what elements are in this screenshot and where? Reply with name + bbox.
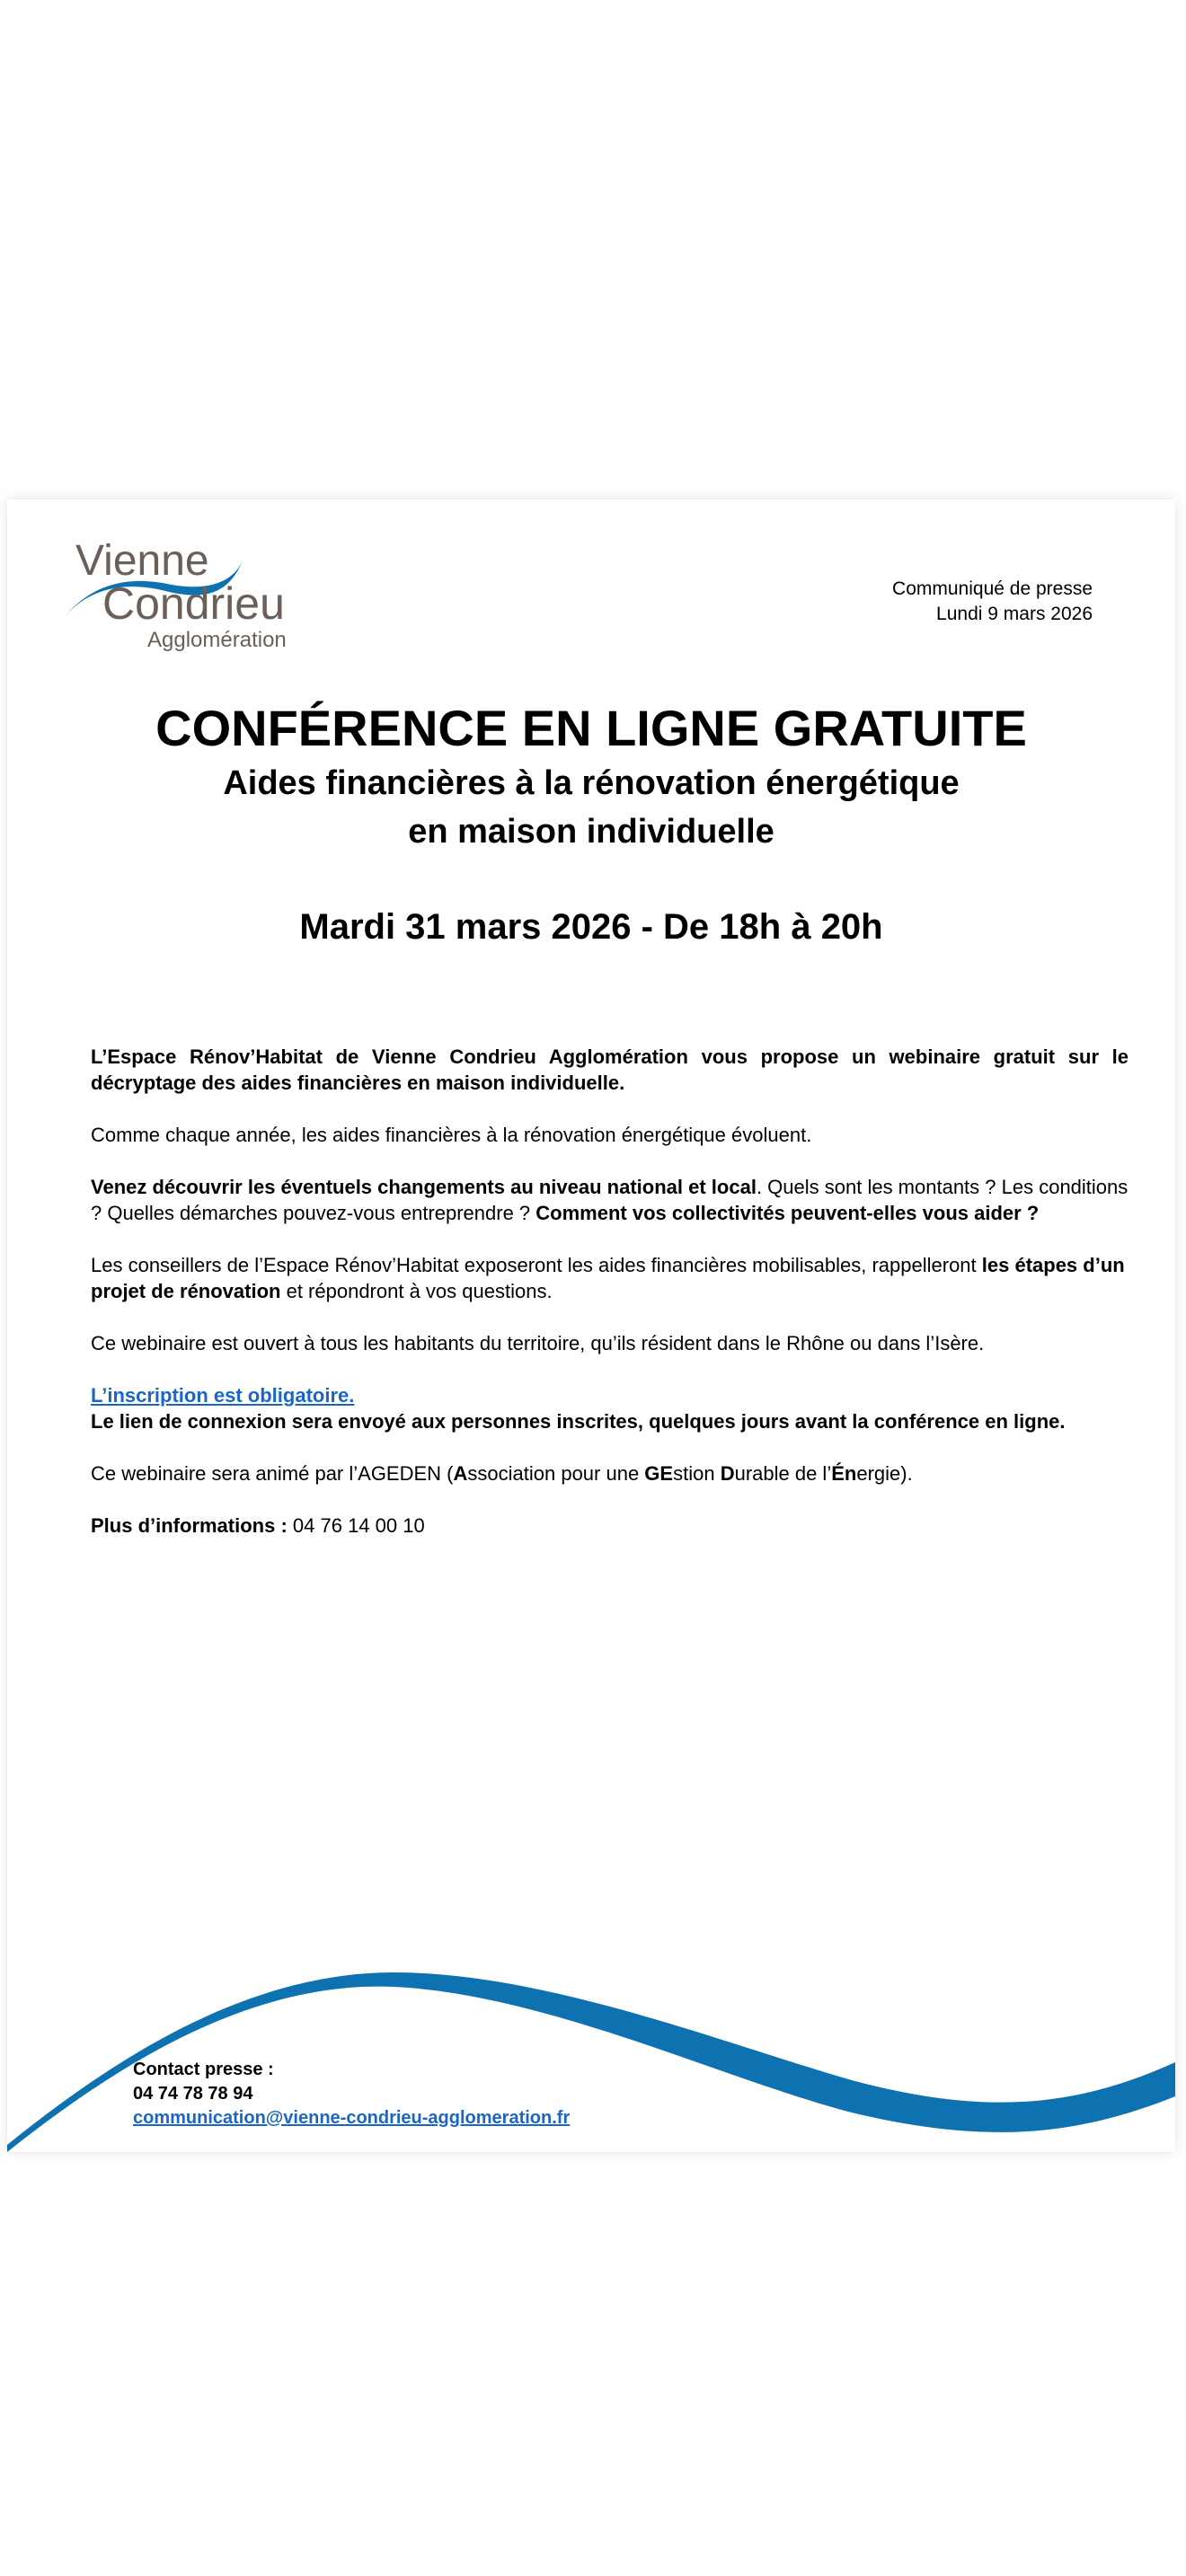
contact-phone: 04 74 78 78 94	[133, 2084, 253, 2104]
press-release-date: Lundi 9 mars 2026	[936, 604, 1093, 624]
logo-agglomeration-text: Agglomération	[147, 628, 287, 652]
contact-label: Contact presse :	[133, 2060, 274, 2079]
contact-email-link[interactable]: communication@vienne-condrieu-agglomeration.fr	[133, 2108, 571, 2128]
conference-title: CONFÉRENCE EN LIGNE GRATUITE	[155, 700, 1027, 756]
registration-note: Le lien de connexion sera envoyé aux personnes inscrites, quelques jours avant la conférence en ligne.	[91, 1410, 1066, 1433]
press-release-header	[892, 577, 1093, 627]
event-date: Mardi 31 mars 2026 - De 18h à 20h	[299, 907, 883, 947]
intro-paragraph: L’Espace Rénov’Habitat de Vienne Condrieu Agglomération vous propose un webinaire gratuit sur le décryptage des aides financières en maison individuelle.	[91, 1045, 1128, 1094]
more-info-paragraph	[91, 1513, 1128, 1539]
registration-link[interactable]: L’inscription est obligatoire.	[91, 1384, 355, 1407]
ageden-paragraph: Ce webinaire sera animé par l’AGEDEN (Association pour une GEstion Durable de l’Énergie).	[91, 1462, 913, 1485]
audience-paragraph: Ce webinaire est ouvert à tous les habitants du territoire, qu’ils résident dans le Rhône ou dans l’Isère.	[91, 1332, 985, 1354]
logo-condrieu-text: Condrieu	[102, 578, 285, 629]
registration-paragraph	[91, 1382, 1128, 1434]
vienne-condrieu-logo	[66, 532, 309, 657]
body-text	[91, 1044, 1128, 1565]
document-page	[7, 499, 1175, 2152]
conference-subtitle-line1: Aides financières à la rénovation énergétique	[223, 764, 960, 802]
conference-subtitle-line2: en maison individuelle	[408, 813, 774, 851]
press-release-type: Communiqué de presse	[892, 578, 1093, 599]
more-info-label: Plus d’informations :	[91, 1514, 288, 1537]
logo-vienne-text: Vienne	[75, 537, 209, 585]
press-contact	[133, 2058, 570, 2130]
changes-paragraph: Venez découvrir les éventuels changements au niveau national et local. Quels sont les montants ? Les conditions ? Quelles démarches pouvez-vous entreprendre ? Comment vos collectivités peuvent-elles vous aider ?	[91, 1176, 1128, 1224]
more-info-phone: 04 76 14 00 10	[287, 1514, 425, 1537]
advisors-paragraph: Les conseillers de l’Espace Rénov’Habitat exposeront les aides financières mobilisables, rappelleront les étapes d’un projet de rénovation et répondront à vos questions.	[91, 1254, 1125, 1302]
evolution-paragraph: Comme chaque année, les aides financières à la rénovation énergétique évoluent.	[91, 1124, 812, 1146]
